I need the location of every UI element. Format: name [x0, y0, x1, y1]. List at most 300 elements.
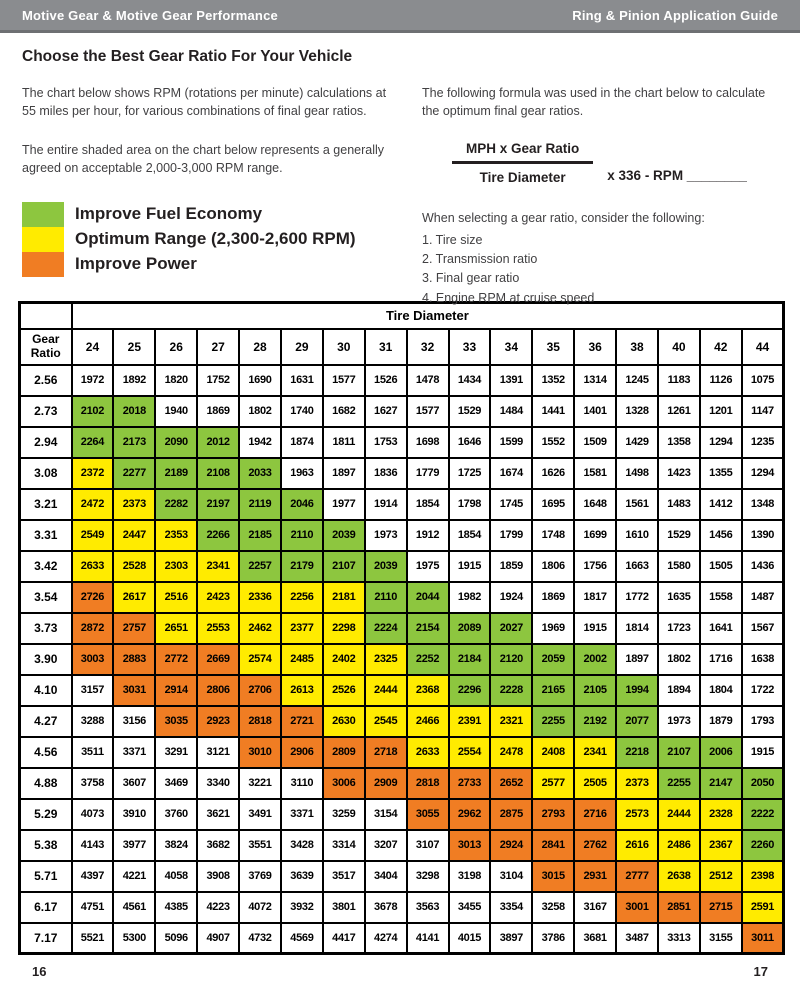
rpm-cell: 2012: [197, 427, 239, 458]
rpm-cell: 1558: [700, 582, 742, 613]
rpm-cell: 1401: [574, 396, 616, 427]
rpm-cell: 2039: [365, 551, 407, 582]
gear-ratio-cell: 5.71: [20, 861, 72, 892]
rpm-cell: 3758: [72, 768, 114, 799]
rpm-cell: 1147: [742, 396, 784, 427]
rpm-cell: 3354: [490, 892, 532, 923]
rpm-cell: 3340: [197, 768, 239, 799]
rpm-cell: 2872: [72, 613, 114, 644]
rpm-cell: 2909: [365, 768, 407, 799]
rpm-cell: 2528: [113, 551, 155, 582]
table-row: [20, 396, 784, 427]
tire-size-header: 26: [155, 329, 197, 365]
rpm-cell: 1975: [407, 551, 449, 582]
rpm-cell: 4397: [72, 861, 114, 892]
rpm-cell: 3786: [532, 923, 574, 954]
rpm-cell: 3013: [449, 830, 491, 861]
table-row: [20, 706, 784, 737]
rpm-cell: 3003: [72, 644, 114, 675]
rpm-cell: 3801: [323, 892, 365, 923]
rpm-cell: 1328: [616, 396, 658, 427]
rpm-cell: 3678: [365, 892, 407, 923]
rpm-cell: 4732: [239, 923, 281, 954]
consideration-item: 1. Tire size: [422, 232, 483, 247]
rpm-cell: 2931: [574, 861, 616, 892]
legend-item-improve-power: [22, 252, 396, 277]
rpm-cell: 2516: [155, 582, 197, 613]
rpm-cell: 2757: [113, 613, 155, 644]
rpm-cell: 2264: [72, 427, 114, 458]
rpm-cell: 3258: [532, 892, 574, 923]
rpm-cell: 2192: [574, 706, 616, 737]
table-header-row: [20, 329, 784, 365]
rpm-cell: 1441: [532, 396, 574, 427]
rpm-cell: 3010: [239, 737, 281, 768]
rpm-cell: 2256: [281, 582, 323, 613]
rpm-cell: 1798: [449, 489, 491, 520]
header-left-title: Motive Gear & Motive Gear Performance: [22, 7, 278, 23]
tire-size-header: 33: [449, 329, 491, 365]
rpm-cell: 4561: [113, 892, 155, 923]
rpm-cell: 1699: [574, 520, 616, 551]
rpm-cell: 2189: [155, 458, 197, 489]
table-row: [20, 830, 784, 861]
gear-ratio-cell: 2.94: [20, 427, 72, 458]
rpm-cell: 1972: [72, 365, 114, 396]
consideration-item: 4. Engine RPM at cruise speed: [422, 290, 595, 305]
rpm-cell: 2090: [155, 427, 197, 458]
rpm-cell: 2107: [323, 551, 365, 582]
rpm-cell: 2962: [449, 799, 491, 830]
rpm-cell: 2545: [365, 706, 407, 737]
table-row: [20, 861, 784, 892]
rpm-cell: 1874: [281, 427, 323, 458]
rpm-cell: 3469: [155, 768, 197, 799]
rpm-cell: 2325: [365, 644, 407, 675]
rpm-cell: 2733: [449, 768, 491, 799]
rpm-cell: 2924: [490, 830, 532, 861]
gear-ratio-cell: 5.38: [20, 830, 72, 861]
rpm-cell: 2486: [658, 830, 700, 861]
rpm-cell: 1201: [700, 396, 742, 427]
gear-ratio-cell: 4.10: [20, 675, 72, 706]
rpm-cell: 2046: [281, 489, 323, 520]
intro-paragraph-1: The chart below shows RPM (rotations per minute) calculations at 55 miles per hour, for various combinations of final gear ratios.: [22, 86, 387, 119]
rpm-cell: 1894: [658, 675, 700, 706]
rpm-cell: 2613: [281, 675, 323, 706]
rpm-cell: 2402: [323, 644, 365, 675]
rpm-cell: 2341: [197, 551, 239, 582]
rpm-cell: 1390: [742, 520, 784, 551]
gear-ratio-header: Gear Ratio: [20, 329, 72, 365]
page-number-right: 17: [753, 964, 768, 979]
formula-intro-paragraph: The following formula was used in the chart below to calculate the optimum final gear ratios.: [422, 86, 766, 119]
rpm-cell: 2715: [700, 892, 742, 923]
rpm-cell: 3155: [700, 923, 742, 954]
rpm-cell: 2108: [197, 458, 239, 489]
rpm-cell: 1631: [281, 365, 323, 396]
gear-ratio-cell: 6.17: [20, 892, 72, 923]
rpm-cell: 2923: [197, 706, 239, 737]
gear-ratio-cell: 2.73: [20, 396, 72, 427]
rpm-cell: 1982: [449, 582, 491, 613]
rpm-cell: 2633: [407, 737, 449, 768]
tire-size-header: 30: [323, 329, 365, 365]
rpm-cell: 2027: [490, 613, 532, 644]
rpm-cell: 1314: [574, 365, 616, 396]
rpm-cell: 4907: [197, 923, 239, 954]
rpm-cell: 2006: [700, 737, 742, 768]
rpm-cell: 1412: [700, 489, 742, 520]
considerations-title: When selecting a gear ratio, consider the following:: [422, 211, 705, 226]
rpm-cell: 1423: [658, 458, 700, 489]
rpm-cell: 1075: [742, 365, 784, 396]
rpm-cell: 3198: [449, 861, 491, 892]
rpm-cell: 2002: [574, 644, 616, 675]
rpm-cell: 1505: [700, 551, 742, 582]
rpm-cell: 1456: [700, 520, 742, 551]
rpm-cell: 3259: [323, 799, 365, 830]
rpm-cell: 1498: [616, 458, 658, 489]
rpm-cell: 2336: [239, 582, 281, 613]
rpm-cell: 2512: [700, 861, 742, 892]
rpm-cell: 1577: [323, 365, 365, 396]
rpm-cell: 1859: [490, 551, 532, 582]
rpm-cell: 2147: [700, 768, 742, 799]
table-row: [20, 489, 784, 520]
rpm-cell: 2721: [281, 706, 323, 737]
rpm-cell: 2806: [197, 675, 239, 706]
rpm-cell: 2391: [449, 706, 491, 737]
rpm-cell: 2367: [700, 830, 742, 861]
rpm-cell: 3682: [197, 830, 239, 861]
rpm-cell: 1722: [742, 675, 784, 706]
rpm-cell: 4385: [155, 892, 197, 923]
rpm-cell: 1716: [700, 644, 742, 675]
rpm-cell: 3015: [532, 861, 574, 892]
rpm-cell: 1529: [449, 396, 491, 427]
rpm-cell: 2105: [574, 675, 616, 706]
rpm-cell: 4417: [323, 923, 365, 954]
rpm-cell: 2423: [197, 582, 239, 613]
rpm-cell: 1235: [742, 427, 784, 458]
rpm-cell: 3031: [113, 675, 155, 706]
rpm-cell: 2793: [532, 799, 574, 830]
gear-ratio-cell: 3.90: [20, 644, 72, 675]
rpm-cell: 1914: [365, 489, 407, 520]
rpm-cell: 2107: [658, 737, 700, 768]
rpm-cell: 2197: [197, 489, 239, 520]
intro-paragraph-2: The entire shaded area on the chart below represents a generally agreed on acceptable 2,000-3,000 RPM range.: [22, 143, 385, 176]
rpm-cell: 3035: [155, 706, 197, 737]
rpm-cell: 1802: [658, 644, 700, 675]
tire-size-header: 24: [72, 329, 114, 365]
rpm-cell: 1599: [490, 427, 532, 458]
rpm-cell: 3511: [72, 737, 114, 768]
rpm-cell: 2372: [72, 458, 114, 489]
gear-ratio-cell: 3.21: [20, 489, 72, 520]
rpm-cell: 2018: [113, 396, 155, 427]
rpm-cell: 2119: [239, 489, 281, 520]
tire-size-header: 25: [113, 329, 155, 365]
rpm-cell: 2716: [574, 799, 616, 830]
rpm-cell: 3154: [365, 799, 407, 830]
rpm-cell: 2328: [700, 799, 742, 830]
rpm-cell: 3207: [365, 830, 407, 861]
yellow-swatch: [22, 227, 64, 252]
table-row: [20, 768, 784, 799]
rpm-cell: 3639: [281, 861, 323, 892]
rpm-cell: 4274: [365, 923, 407, 954]
rpm-cell: 1854: [449, 520, 491, 551]
rpm-cell: 4072: [239, 892, 281, 923]
rpm-cell: 1355: [700, 458, 742, 489]
rpm-cell: 2906: [281, 737, 323, 768]
rpm-cell: 2222: [742, 799, 784, 830]
rpm-cell: 1892: [113, 365, 155, 396]
rpm-cell: 1897: [323, 458, 365, 489]
gear-ratio-cell: 7.17: [20, 923, 72, 954]
rpm-cell: 2851: [658, 892, 700, 923]
rpm-cell: 3313: [658, 923, 700, 954]
rpm-cell: 5300: [113, 923, 155, 954]
rpm-cell: 1942: [239, 427, 281, 458]
rpm-cell: 2718: [365, 737, 407, 768]
rpm-cell: 1802: [239, 396, 281, 427]
rpm-cell: 1879: [700, 706, 742, 737]
rpm-cell: 2321: [490, 706, 532, 737]
rpm-cell: 1429: [616, 427, 658, 458]
rpm-cell: 1352: [532, 365, 574, 396]
rpm-cell: 1820: [155, 365, 197, 396]
table-row: [20, 799, 784, 830]
tire-size-header: 35: [532, 329, 574, 365]
green-swatch: [22, 202, 64, 227]
table-row: [20, 427, 784, 458]
rpm-cell: 2059: [532, 644, 574, 675]
rpm-cell: 4015: [449, 923, 491, 954]
rpm-cell: 2408: [532, 737, 574, 768]
header-bar: [0, 0, 800, 33]
rpm-cell: 1478: [407, 365, 449, 396]
rpm-cell: 1924: [490, 582, 532, 613]
formula-denominator: Tire Diameter: [479, 170, 566, 186]
rpm-cell: 4751: [72, 892, 114, 923]
rpm-cell: 3487: [616, 923, 658, 954]
tire-size-header: 44: [742, 329, 784, 365]
rpm-cell: 2444: [365, 675, 407, 706]
rpm-cell: 2762: [574, 830, 616, 861]
rpm-cell: 2772: [155, 644, 197, 675]
rpm-cell: 2377: [281, 613, 323, 644]
rpm-cell: 2165: [532, 675, 574, 706]
page-footer: [18, 955, 782, 979]
rpm-cell: 2154: [407, 613, 449, 644]
rpm-cell: 1973: [365, 520, 407, 551]
rpm-cell: 1752: [197, 365, 239, 396]
gear-ratio-cell: 3.42: [20, 551, 72, 582]
rpm-cell: 2616: [616, 830, 658, 861]
tire-size-header: 32: [407, 329, 449, 365]
rpm-cell: 2181: [323, 582, 365, 613]
rpm-cell: 1526: [365, 365, 407, 396]
rpm-cell: 1561: [616, 489, 658, 520]
rpm-cell: 3157: [72, 675, 114, 706]
rpm-cell: 1912: [407, 520, 449, 551]
rpm-cell: 3167: [574, 892, 616, 923]
rpm-cell: 1690: [239, 365, 281, 396]
legend-label: Optimum Range (2,300-2,600 RPM): [75, 229, 356, 248]
rpm-cell: 1915: [574, 613, 616, 644]
rpm-cell: 1756: [574, 551, 616, 582]
rpm-cell: 2044: [407, 582, 449, 613]
rpm-cell: 1610: [616, 520, 658, 551]
tire-size-header: 38: [616, 329, 658, 365]
rpm-cell: 2277: [113, 458, 155, 489]
rpm-cell: 2777: [616, 861, 658, 892]
rpm-cell: 2444: [658, 799, 700, 830]
rpm-cell: 1487: [742, 582, 784, 613]
rpm-cell: 2110: [365, 582, 407, 613]
rpm-cell: 1648: [574, 489, 616, 520]
rpm-cell: 3001: [616, 892, 658, 923]
formula-suffix: x 336 - RPM ________: [607, 168, 747, 184]
rpm-cell: 1779: [407, 458, 449, 489]
rpm-cell: 2185: [239, 520, 281, 551]
rpm-cell: 4221: [113, 861, 155, 892]
rpm-cell: 2110: [281, 520, 323, 551]
rpm-cell: 2633: [72, 551, 114, 582]
rpm-cell: 3288: [72, 706, 114, 737]
rpm-cell: 2255: [532, 706, 574, 737]
gear-ratio-cell: 4.88: [20, 768, 72, 799]
rpm-cell: 1695: [532, 489, 574, 520]
tire-size-header: 42: [700, 329, 742, 365]
rpm-cell: 1740: [281, 396, 323, 427]
rpm-cell: 1626: [532, 458, 574, 489]
rpm-cell: 3977: [113, 830, 155, 861]
table-row: [20, 458, 784, 489]
intro-columns: [18, 80, 782, 305]
page-title: Choose the Best Gear Ratio For Your Vehicle: [22, 48, 353, 65]
rpm-cell: 3563: [407, 892, 449, 923]
rpm-cell: 2039: [323, 520, 365, 551]
legend-label: Improve Fuel Economy: [75, 204, 263, 223]
rpm-cell: 2914: [155, 675, 197, 706]
rpm-cell: 1994: [616, 675, 658, 706]
rpm-cell: 1817: [574, 582, 616, 613]
rpm-cell: 3055: [407, 799, 449, 830]
rpm-cell: 3107: [407, 830, 449, 861]
rpm-cell: 2818: [407, 768, 449, 799]
rpm-cell: 3932: [281, 892, 323, 923]
gear-ratio-cell: 4.27: [20, 706, 72, 737]
rpm-cell: 2651: [155, 613, 197, 644]
rpm-cell: 3110: [281, 768, 323, 799]
rpm-cell: 2669: [197, 644, 239, 675]
rpm-cell: 2630: [323, 706, 365, 737]
rpm-cell: 2173: [113, 427, 155, 458]
rpm-cell: 1635: [658, 582, 700, 613]
rpm-cell: 1581: [574, 458, 616, 489]
color-legend: [22, 202, 396, 277]
table-row: [20, 365, 784, 396]
tire-size-header: 36: [574, 329, 616, 365]
rpm-cell: 4073: [72, 799, 114, 830]
rpm-cell: 1969: [532, 613, 574, 644]
rpm-cell: 2553: [197, 613, 239, 644]
rpm-cell: 2573: [616, 799, 658, 830]
rpm-cell: 3491: [239, 799, 281, 830]
rpm-cell: 1915: [742, 737, 784, 768]
rpm-cell: 4058: [155, 861, 197, 892]
rpm-cell: 1509: [574, 427, 616, 458]
rpm-cell: 2462: [239, 613, 281, 644]
rpm-cell: 2726: [72, 582, 114, 613]
table-row: [20, 892, 784, 923]
rpm-cell: 1484: [490, 396, 532, 427]
rpm-cell: 1358: [658, 427, 700, 458]
rpm-cell: 1552: [532, 427, 574, 458]
gear-ratio-cell: 3.31: [20, 520, 72, 551]
rpm-cell: 2841: [532, 830, 574, 861]
rpm-cell: 1804: [700, 675, 742, 706]
rpm-cell: 3121: [197, 737, 239, 768]
gear-ratio-cell: 5.29: [20, 799, 72, 830]
rpm-cell: 1811: [323, 427, 365, 458]
rpm-cell: 2218: [616, 737, 658, 768]
gear-ratio-formula: [452, 141, 778, 185]
rpm-cell: 1748: [532, 520, 574, 551]
rpm-cell: 2591: [742, 892, 784, 923]
rpm-cell: 2296: [449, 675, 491, 706]
rpm-cell: 1772: [616, 582, 658, 613]
rpm-cell: 3621: [197, 799, 239, 830]
rpm-cell: 2373: [616, 768, 658, 799]
rpm-cell: 1723: [658, 613, 700, 644]
rpm-cell: 3897: [490, 923, 532, 954]
tire-diameter-title: Tire Diameter: [72, 303, 784, 329]
rpm-cell: 1836: [365, 458, 407, 489]
rpm-cell: 1391: [490, 365, 532, 396]
table-row: [20, 644, 784, 675]
rpm-cell: 2266: [197, 520, 239, 551]
rpm-cell: 2303: [155, 551, 197, 582]
rpm-cell: 1641: [700, 613, 742, 644]
rpm-cell: 1973: [658, 706, 700, 737]
rpm-cell: 3769: [239, 861, 281, 892]
rpm-cell: 2224: [365, 613, 407, 644]
rpm-cell: 2706: [239, 675, 281, 706]
rpm-cell: 1646: [449, 427, 491, 458]
table-row: [20, 551, 784, 582]
rpm-cell: 2373: [113, 489, 155, 520]
rpm-cell: 4141: [407, 923, 449, 954]
rpm-cell: 3156: [113, 706, 155, 737]
rpm-cell: 2089: [449, 613, 491, 644]
consideration-item: 2. Transmission ratio: [422, 252, 538, 266]
formula-fraction: [452, 141, 593, 185]
table-row: [20, 675, 784, 706]
rpm-cell: 1483: [658, 489, 700, 520]
header-right-title: Ring & Pinion Application Guide: [572, 7, 778, 23]
rpm-cell: 4569: [281, 923, 323, 954]
rpm-cell: 2652: [490, 768, 532, 799]
legend-item-optimum-range: [22, 227, 396, 252]
rpm-cell: 1806: [532, 551, 574, 582]
rpm-cell: 3428: [281, 830, 323, 861]
rpm-cell: 1261: [658, 396, 700, 427]
